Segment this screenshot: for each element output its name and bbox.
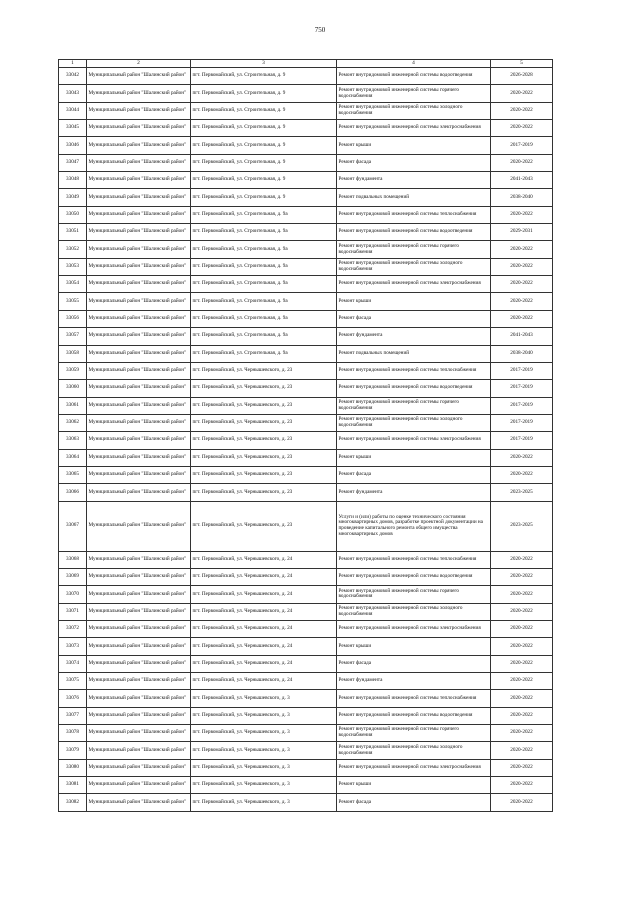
period-cell: 2020-2022: [491, 276, 553, 293]
district-cell: Муниципальный район "Шалинский район": [87, 466, 191, 483]
table-row: [59, 258, 553, 275]
table-row: [59, 189, 553, 206]
table-row: [59, 449, 553, 466]
row-number-cell: 33057: [59, 328, 87, 345]
address-cell: пгт. Первомайский, ул. Строительная, д. 9а: [191, 206, 337, 223]
period-cell: 2020-2022: [491, 293, 553, 310]
district-cell: Муниципальный район "Шалинский район": [87, 551, 191, 568]
address-cell: пгт. Первомайский, ул. Строительная, д. 9: [191, 85, 337, 102]
table-row: [59, 777, 553, 794]
work-type-cell: Ремонт внутридомовой инженерной системы водоотведения: [337, 68, 491, 85]
row-number-cell: 33051: [59, 224, 87, 241]
row-number-cell: 33064: [59, 449, 87, 466]
row-number-cell: 33080: [59, 759, 87, 776]
row-number-cell: 33049: [59, 189, 87, 206]
table-row: [59, 172, 553, 189]
table-row: [59, 414, 553, 431]
district-cell: Муниципальный район "Шалинский район": [87, 276, 191, 293]
district-cell: Муниципальный район "Шалинский район": [87, 85, 191, 102]
work-type-cell: Ремонт крыши: [337, 293, 491, 310]
table-row: [59, 725, 553, 742]
district-cell: Муниципальный район "Шалинский район": [87, 484, 191, 501]
period-cell: 2017-2019: [491, 414, 553, 431]
row-number-cell: 33066: [59, 484, 87, 501]
work-type-cell: Ремонт внутридомовой инженерной системы электроснабжения: [337, 432, 491, 449]
address-cell: пгт. Первомайский, ул. Чернышевского, д. 23: [191, 432, 337, 449]
district-cell: Муниципальный район "Шалинский район": [87, 224, 191, 241]
district-cell: Муниципальный район "Шалинский район": [87, 432, 191, 449]
address-cell: пгт. Первомайский, ул. Чернышевского, д. 23: [191, 484, 337, 501]
district-cell: Муниципальный район "Шалинский район": [87, 172, 191, 189]
period-cell: 2020-2022: [491, 655, 553, 672]
address-cell: пгт. Первомайский, ул. Строительная, д. 9: [191, 137, 337, 154]
row-number-cell: 33070: [59, 586, 87, 603]
address-cell: пгт. Первомайский, ул. Чернышевского, д. 24: [191, 568, 337, 585]
address-cell: пгт. Первомайский, ул. Чернышевского, д. 3: [191, 777, 337, 794]
table-row: [59, 276, 553, 293]
table-row: [59, 568, 553, 585]
work-type-cell: Ремонт фундамента: [337, 172, 491, 189]
work-type-cell: Ремонт внутридомовой инженерной системы холодного водоснабжения: [337, 102, 491, 119]
address-cell: пгт. Первомайский, ул. Строительная, д. 9а: [191, 224, 337, 241]
page-number: 750: [314, 26, 326, 34]
work-type-cell: Ремонт внутридомовой инженерной системы водоотведения: [337, 568, 491, 585]
period-cell: 2017-2019: [491, 432, 553, 449]
period-cell: 2020-2022: [491, 449, 553, 466]
district-cell: Муниципальный район "Шалинский район": [87, 501, 191, 551]
row-number-cell: 33063: [59, 432, 87, 449]
period-cell: 2020-2022: [491, 85, 553, 102]
work-type-cell: Услуги и (или) работы по оценке технического состояния многоквартирных домов, разработке проектной документации на проведение капитального ремонта общего имущества многоквартирных домов: [337, 501, 491, 551]
table-row: [59, 466, 553, 483]
column-number-row: [59, 60, 553, 68]
row-number-cell: 33069: [59, 568, 87, 585]
period-cell: 2020-2022: [491, 673, 553, 690]
table-row: [59, 328, 553, 345]
table-row: [59, 85, 553, 102]
table-row: [59, 794, 553, 811]
table-row: [59, 673, 553, 690]
address-cell: пгт. Первомайский, ул. Чернышевского, д. 23: [191, 362, 337, 379]
row-number-cell: 33078: [59, 725, 87, 742]
period-cell: 2041-2043: [491, 172, 553, 189]
period-cell: 2038-2040: [491, 189, 553, 206]
address-cell: пгт. Первомайский, ул. Чернышевского, д. 24: [191, 586, 337, 603]
column-header: 5: [491, 60, 553, 68]
period-cell: 2020-2022: [491, 586, 553, 603]
district-cell: Муниципальный район "Шалинский район": [87, 794, 191, 811]
table-row: [59, 501, 553, 551]
row-number-cell: 33050: [59, 206, 87, 223]
district-cell: Муниципальный район "Шалинский район": [87, 449, 191, 466]
work-type-cell: Ремонт фасада: [337, 794, 491, 811]
district-cell: Муниципальный район "Шалинский район": [87, 586, 191, 603]
row-number-cell: 33060: [59, 380, 87, 397]
table-row: [59, 224, 553, 241]
address-cell: пгт. Первомайский, ул. Строительная, д. 9: [191, 120, 337, 137]
work-type-cell: Ремонт внутридомовой инженерной системы теплоснабжения: [337, 206, 491, 223]
row-number-cell: 33044: [59, 102, 87, 119]
address-cell: пгт. Первомайский, ул. Чернышевского, д. 23: [191, 414, 337, 431]
district-cell: Муниципальный район "Шалинский район": [87, 328, 191, 345]
address-cell: пгт. Первомайский, ул. Строительная, д. 9а: [191, 310, 337, 327]
district-cell: Муниципальный район "Шалинский район": [87, 102, 191, 119]
address-cell: пгт. Первомайский, ул. Чернышевского, д. 24: [191, 551, 337, 568]
address-cell: пгт. Первомайский, ул. Строительная, д. 9а: [191, 276, 337, 293]
row-number-cell: 33075: [59, 673, 87, 690]
district-cell: Муниципальный район "Шалинский район": [87, 362, 191, 379]
table-row: [59, 638, 553, 655]
work-type-cell: Ремонт внутридомовой инженерной системы горячего водоснабжения: [337, 586, 491, 603]
table-row: [59, 603, 553, 620]
address-cell: пгт. Первомайский, ул. Чернышевского, д. 3: [191, 742, 337, 759]
row-number-cell: 33056: [59, 310, 87, 327]
table-row: [59, 620, 553, 637]
period-cell: 2020-2022: [491, 777, 553, 794]
address-cell: пгт. Первомайский, ул. Чернышевского, д. 3: [191, 690, 337, 707]
period-cell: 2017-2019: [491, 362, 553, 379]
row-number-cell: 33047: [59, 154, 87, 171]
address-cell: пгт. Первомайский, ул. Строительная, д. 9: [191, 68, 337, 85]
work-type-cell: Ремонт внутридомовой инженерной системы холодного водоснабжения: [337, 603, 491, 620]
district-cell: Муниципальный район "Шалинский район": [87, 568, 191, 585]
work-type-cell: Ремонт внутридомовой инженерной системы теплоснабжения: [337, 551, 491, 568]
district-cell: Муниципальный район "Шалинский район": [87, 345, 191, 362]
work-type-cell: Ремонт фасада: [337, 655, 491, 672]
address-cell: пгт. Первомайский, ул. Чернышевского, д. 23: [191, 397, 337, 414]
period-cell: 2017-2019: [491, 397, 553, 414]
address-cell: пгт. Первомайский, ул. Чернышевского, д. 23: [191, 501, 337, 551]
table-row: [59, 707, 553, 724]
work-type-cell: Ремонт фасада: [337, 466, 491, 483]
period-cell: 2023-2025: [491, 484, 553, 501]
period-cell: 2020-2022: [491, 310, 553, 327]
row-number-cell: 33068: [59, 551, 87, 568]
work-type-cell: Ремонт внутридомовой инженерной системы электроснабжения: [337, 759, 491, 776]
district-cell: Муниципальный район "Шалинский район": [87, 655, 191, 672]
table-row: [59, 345, 553, 362]
work-type-cell: Ремонт внутридомовой инженерной системы горячего водоснабжения: [337, 397, 491, 414]
table-row: [59, 102, 553, 119]
address-cell: пгт. Первомайский, ул. Строительная, д. 9а: [191, 345, 337, 362]
address-cell: пгт. Первомайский, ул. Строительная, д. 9а: [191, 293, 337, 310]
work-type-cell: Ремонт внутридомовой инженерной системы водоотведения: [337, 224, 491, 241]
address-cell: пгт. Первомайский, ул. Строительная, д. 9: [191, 189, 337, 206]
address-cell: пгт. Первомайский, ул. Чернышевского, д. 23: [191, 380, 337, 397]
period-cell: 2020-2022: [491, 690, 553, 707]
district-cell: Муниципальный район "Шалинский район": [87, 68, 191, 85]
district-cell: Муниципальный район "Шалинский район": [87, 620, 191, 637]
address-cell: пгт. Первомайский, ул. Чернышевского, д. 24: [191, 673, 337, 690]
table-row: [59, 241, 553, 258]
period-cell: 2020-2022: [491, 707, 553, 724]
address-cell: пгт. Первомайский, ул. Чернышевского, д. 23: [191, 449, 337, 466]
work-type-cell: Ремонт крыши: [337, 638, 491, 655]
work-type-cell: Ремонт крыши: [337, 777, 491, 794]
district-cell: Муниципальный район "Шалинский район": [87, 690, 191, 707]
district-cell: Муниципальный район "Шалинский район": [87, 258, 191, 275]
address-cell: пгт. Первомайский, ул. Чернышевского, д. 3: [191, 794, 337, 811]
district-cell: Муниципальный район "Шалинский район": [87, 397, 191, 414]
work-type-cell: Ремонт крыши: [337, 137, 491, 154]
district-cell: Муниципальный район "Шалинский район": [87, 777, 191, 794]
address-cell: пгт. Первомайский, ул. Строительная, д. 9а: [191, 258, 337, 275]
row-number-cell: 33077: [59, 707, 87, 724]
district-cell: Муниципальный район "Шалинский район": [87, 310, 191, 327]
table-row: [59, 432, 553, 449]
address-cell: пгт. Первомайский, ул. Чернышевского, д. 24: [191, 655, 337, 672]
period-cell: 2020-2022: [491, 725, 553, 742]
address-cell: пгт. Первомайский, ул. Строительная, д. 9а: [191, 328, 337, 345]
row-number-cell: 33072: [59, 620, 87, 637]
period-cell: 2017-2019: [491, 137, 553, 154]
period-cell: 2020-2022: [491, 120, 553, 137]
district-cell: Муниципальный район "Шалинский район": [87, 241, 191, 258]
work-type-cell: Ремонт крыши: [337, 449, 491, 466]
table-row: [59, 154, 553, 171]
row-number-cell: 33071: [59, 603, 87, 620]
period-cell: 2020-2022: [491, 258, 553, 275]
row-number-cell: 33061: [59, 397, 87, 414]
row-number-cell: 33067: [59, 501, 87, 551]
period-cell: 2020-2022: [491, 620, 553, 637]
table-row: [59, 137, 553, 154]
column-header: 1: [59, 60, 87, 68]
period-cell: 2020-2022: [491, 206, 553, 223]
work-type-cell: Ремонт фундамента: [337, 484, 491, 501]
row-number-cell: 33065: [59, 466, 87, 483]
work-type-cell: Ремонт внутридомовой инженерной системы холодного водоснабжения: [337, 258, 491, 275]
column-header: 3: [191, 60, 337, 68]
table-row: [59, 551, 553, 568]
district-cell: Муниципальный район "Шалинский район": [87, 742, 191, 759]
row-number-cell: 33055: [59, 293, 87, 310]
period-cell: 2020-2022: [491, 638, 553, 655]
district-cell: Муниципальный район "Шалинский район": [87, 759, 191, 776]
address-cell: пгт. Первомайский, ул. Чернышевского, д. 3: [191, 707, 337, 724]
table-row: [59, 690, 553, 707]
period-cell: 2020-2022: [491, 794, 553, 811]
work-type-cell: Ремонт внутридомовой инженерной системы холодного водоснабжения: [337, 742, 491, 759]
column-header: 4: [337, 60, 491, 68]
work-type-cell: Ремонт внутридомовой инженерной системы электроснабжения: [337, 276, 491, 293]
district-cell: Муниципальный район "Шалинский район": [87, 638, 191, 655]
work-type-cell: Ремонт внутридомовой инженерной системы холодного водоснабжения: [337, 414, 491, 431]
address-cell: пгт. Первомайский, ул. Строительная, д. 9а: [191, 241, 337, 258]
period-cell: 2020-2022: [491, 742, 553, 759]
row-number-cell: 33058: [59, 345, 87, 362]
work-type-cell: Ремонт внутридомовой инженерной системы теплоснабжения: [337, 690, 491, 707]
row-number-cell: 33073: [59, 638, 87, 655]
period-cell: 2041-2043: [491, 328, 553, 345]
address-cell: пгт. Первомайский, ул. Чернышевского, д. 24: [191, 620, 337, 637]
table-row: [59, 742, 553, 759]
work-type-cell: Ремонт фасада: [337, 154, 491, 171]
row-number-cell: 33053: [59, 258, 87, 275]
district-cell: Муниципальный район "Шалинский район": [87, 414, 191, 431]
work-type-cell: Ремонт подвальных помещений: [337, 345, 491, 362]
district-cell: Муниципальный район "Шалинский район": [87, 603, 191, 620]
address-cell: пгт. Первомайский, ул. Строительная, д. 9: [191, 154, 337, 171]
row-number-cell: 33048: [59, 172, 87, 189]
work-type-cell: Ремонт внутридомовой инженерной системы водоотведения: [337, 707, 491, 724]
district-cell: Муниципальный район "Шалинский район": [87, 673, 191, 690]
district-cell: Муниципальный район "Шалинский район": [87, 707, 191, 724]
work-type-cell: Ремонт внутридомовой инженерной системы водоотведения: [337, 380, 491, 397]
work-type-cell: Ремонт внутридомовой инженерной системы электроснабжения: [337, 620, 491, 637]
work-type-cell: Ремонт внутридомовой инженерной системы горячего водоснабжения: [337, 85, 491, 102]
table-row: [59, 293, 553, 310]
period-cell: 2020-2022: [491, 568, 553, 585]
period-cell: 2026-2028: [491, 68, 553, 85]
work-type-cell: Ремонт внутридомовой инженерной системы теплоснабжения: [337, 362, 491, 379]
table-row: [59, 206, 553, 223]
table-row: [59, 380, 553, 397]
district-cell: Муниципальный район "Шалинский район": [87, 380, 191, 397]
table-row: [59, 120, 553, 137]
period-cell: 2020-2022: [491, 551, 553, 568]
address-cell: пгт. Первомайский, ул. Чернышевского, д. 24: [191, 603, 337, 620]
work-type-cell: Ремонт внутридомовой инженерной системы электроснабжения: [337, 120, 491, 137]
row-number-cell: 33081: [59, 777, 87, 794]
period-cell: 2017-2019: [491, 380, 553, 397]
table-row: [59, 655, 553, 672]
period-cell: 2020-2022: [491, 102, 553, 119]
work-type-cell: Ремонт внутридомовой инженерной системы горячего водоснабжения: [337, 725, 491, 742]
address-cell: пгт. Первомайский, ул. Чернышевского, д. 3: [191, 725, 337, 742]
period-cell: 2023-2025: [491, 501, 553, 551]
column-header: 2: [87, 60, 191, 68]
table-row: [59, 310, 553, 327]
row-number-cell: 33062: [59, 414, 87, 431]
period-cell: 2020-2022: [491, 241, 553, 258]
district-cell: Муниципальный район "Шалинский район": [87, 154, 191, 171]
work-type-cell: Ремонт фундамента: [337, 673, 491, 690]
district-cell: Муниципальный район "Шалинский район": [87, 293, 191, 310]
row-number-cell: 33079: [59, 742, 87, 759]
row-number-cell: 33054: [59, 276, 87, 293]
work-type-cell: Ремонт фасада: [337, 310, 491, 327]
row-number-cell: 33052: [59, 241, 87, 258]
row-number-cell: 33042: [59, 68, 87, 85]
period-cell: 2020-2022: [491, 154, 553, 171]
district-cell: Муниципальный район "Шалинский район": [87, 189, 191, 206]
district-cell: Муниципальный район "Шалинский район": [87, 120, 191, 137]
address-cell: пгт. Первомайский, ул. Чернышевского, д. 3: [191, 759, 337, 776]
table-row: [59, 759, 553, 776]
row-number-cell: 33043: [59, 85, 87, 102]
work-type-cell: Ремонт внутридомовой инженерной системы горячего водоснабжения: [337, 241, 491, 258]
period-cell: 2020-2022: [491, 759, 553, 776]
address-cell: пгт. Первомайский, ул. Чернышевского, д. 24: [191, 638, 337, 655]
period-cell: 2038-2040: [491, 345, 553, 362]
district-cell: Муниципальный район "Шалинский район": [87, 206, 191, 223]
address-cell: пгт. Первомайский, ул. Строительная, д. 9: [191, 172, 337, 189]
address-cell: пгт. Первомайский, ул. Строительная, д. 9: [191, 102, 337, 119]
table-row: [59, 362, 553, 379]
table-body: [59, 68, 553, 812]
district-cell: Муниципальный район "Шалинский район": [87, 725, 191, 742]
row-number-cell: 33059: [59, 362, 87, 379]
table-row: [59, 68, 553, 85]
district-cell: Муниципальный район "Шалинский район": [87, 137, 191, 154]
table-row: [59, 586, 553, 603]
row-number-cell: 33082: [59, 794, 87, 811]
row-number-cell: 33046: [59, 137, 87, 154]
row-number-cell: 33045: [59, 120, 87, 137]
address-cell: пгт. Первомайский, ул. Чернышевского, д. 23: [191, 466, 337, 483]
row-number-cell: 33076: [59, 690, 87, 707]
repair-schedule-table: [58, 59, 553, 812]
table-row: [59, 484, 553, 501]
period-cell: 2029-2031: [491, 224, 553, 241]
table-row: [59, 397, 553, 414]
period-cell: 2020-2022: [491, 466, 553, 483]
work-type-cell: Ремонт фундамента: [337, 328, 491, 345]
row-number-cell: 33074: [59, 655, 87, 672]
work-type-cell: Ремонт подвальных помещений: [337, 189, 491, 206]
period-cell: 2020-2022: [491, 603, 553, 620]
